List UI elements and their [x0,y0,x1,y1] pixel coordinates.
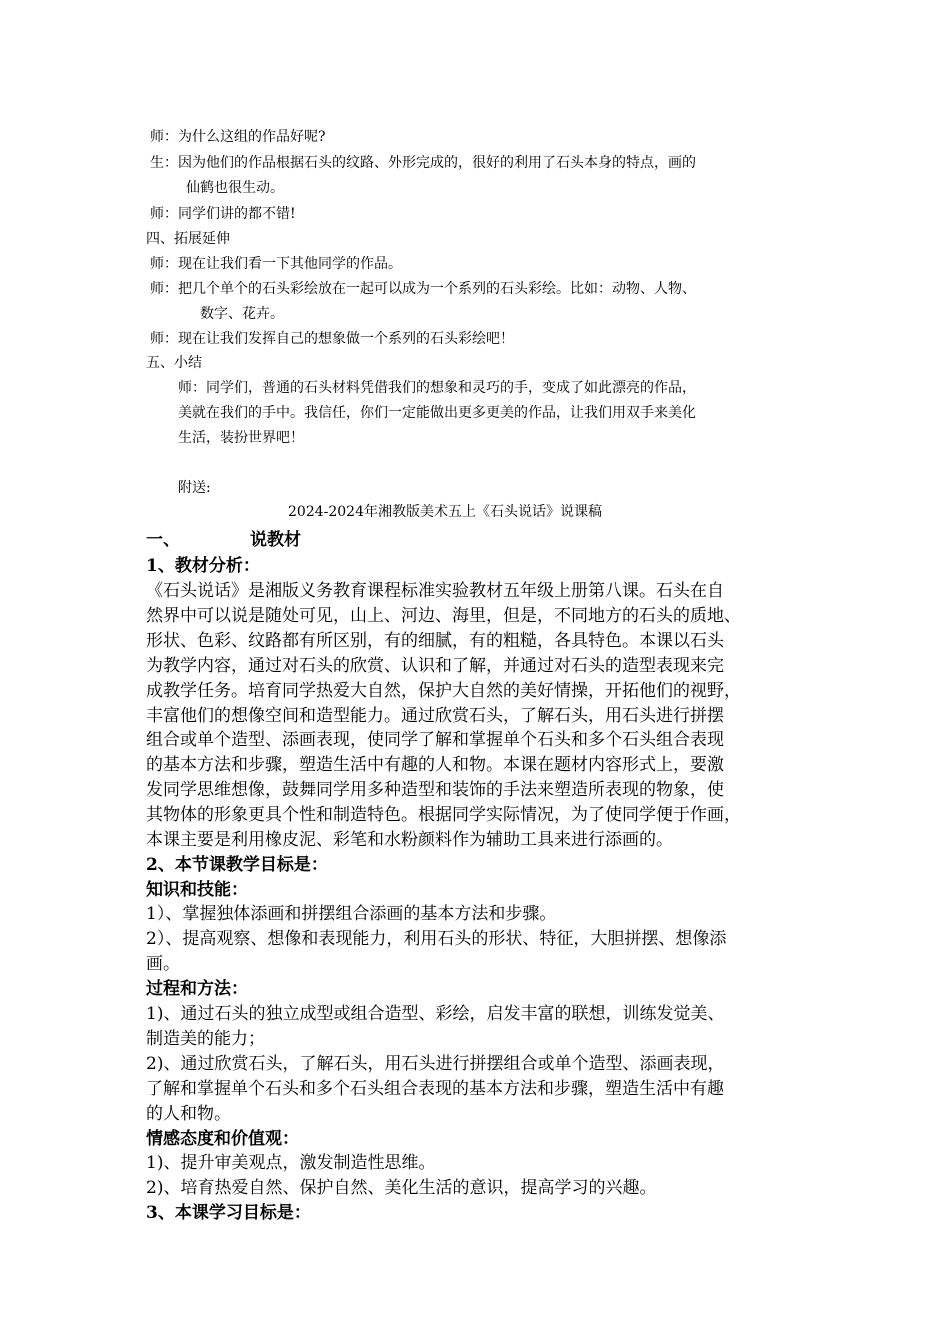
knowledge-line: 1）、掌握独体添画和拼摆组合添画的基本方法和步骤。 [146,904,557,924]
section-line: 师：现在让我们发挥自己的想象做一个系列的石头彩绘吧！ [150,331,514,347]
emotion-heading: 情感态度和价值观： [146,1129,299,1149]
analysis-heading: 1、教材分析： [146,556,260,576]
emotion-line: 1)、提升审美观点，激发制造性思维。 [146,1153,436,1173]
analysis-line: 的基本方法和步骤，塑造生活中有趣的人和物。本课在题材内容形式上，要激 [146,755,724,775]
process-heading: 过程和方法： [146,979,248,999]
emotion-line: 2)、培育热爱自然、保护自然、美化生活的意识，提高学习的兴趣。 [146,1178,657,1198]
process-line: 了解和掌握单个石头和多个石头组合表现的基本方法和步骤，塑造生活中有趣 [146,1079,724,1099]
section-line: 师：现在让我们看一下其他同学的作品。 [150,256,402,272]
section-line: 生活，装扮世界吧！ [178,430,304,446]
appendix-title: 2024-2024年湘教版美术五上《石头说话》说课稿 [288,504,602,520]
part-number: 一、 [146,530,180,550]
analysis-line: 成教学任务。培育同学热爱大自然，保护大自然的美好情操，开拓他们的视野， [146,681,741,701]
analysis-line: 《石头说话》是湘版义务教育课程标准实验教材五年级上册第八课。石头在自 [146,581,724,601]
section-line: 师：同学们，普通的石头材料凭借我们的想象和灵巧的手，变成了如此漂亮的作品， [178,380,696,396]
part-heading: 说教材 [250,530,301,550]
section-heading: 四、拓展延伸 [146,231,230,247]
analysis-line: 本课主要是利用橡皮泥、彩笔和水粉颜料作为辅助工具来进行添画的。 [146,830,673,850]
process-line: 2)、通过欣赏石头，了解石头，用石头进行拼摆组合或单个造型、添画表现， [146,1054,725,1074]
appendix-label: 附送: [178,480,211,496]
process-line: 制造美的能力； [146,1029,265,1049]
knowledge-line: 2）、提高观察、想像和表现能力，利用石头的形状、特征，大胆拼摆、想像添 [146,929,727,949]
section-line: 美就在我们的手中。我信任，你们一定能做出更多更美的作品，让我们用双手来美化 [178,405,696,421]
dialogue-line: 师：同学们讲的都不错! [150,206,296,222]
learning-heading: 3、本课学习目标是： [146,1203,311,1223]
analysis-line: 为教学内容，通过对石头的欣赏、认识和了解，并通过对石头的造型表现来完 [146,656,724,676]
analysis-line: 然界中可以说是随处可见，山上、河边、海里，但是，不同地方的石头的质地、 [146,606,741,626]
knowledge-heading: 知识和技能： [146,880,248,900]
process-line: 1)、通过石头的独立成型或组合造型、彩绘，启发丰富的联想，训练发觉美、 [146,1004,725,1024]
section-heading: 五、小结 [146,355,202,371]
section-line: 师：把几个单个的石头彩绘放在一起可以成为一个系列的石头彩绘。比如：动物、人物、 [150,281,696,297]
analysis-line: 发同学思维想像，鼓舞同学用多种造型和装饰的手法来塑造所表现的物象，使 [146,780,724,800]
dialogue-line: 生：因为他们的作品根据石头的纹路、外形完成的，很好的利用了石头本身的特点，画的 [150,155,696,171]
knowledge-line: 画。 [146,954,180,974]
analysis-line: 丰富他们的想像空间和造型能力。通过欣赏石头，了解石头，用石头进行拼摆 [146,706,724,726]
goals-heading: 2、本节课教学目标是： [146,855,328,875]
dialogue-line: 仙鹤也很生动。 [186,180,284,196]
dialogue-line: 师：为什么这组的作品好呢? [150,129,326,145]
section-line: 数字、花卉。 [200,306,284,322]
analysis-line: 组合或单个造型、添画表现，使同学了解和掌握单个石头和多个石头组合表现 [146,730,724,750]
analysis-line: 形状、色彩、纹路都有所区别，有的细腻，有的粗糙，各具特色。本课以石头 [146,631,724,651]
analysis-line: 其物体的形象更具个性和制造特色。根据同学实际情况，为了使同学便于作画， [146,805,741,825]
process-line: 的人和物。 [146,1104,231,1124]
